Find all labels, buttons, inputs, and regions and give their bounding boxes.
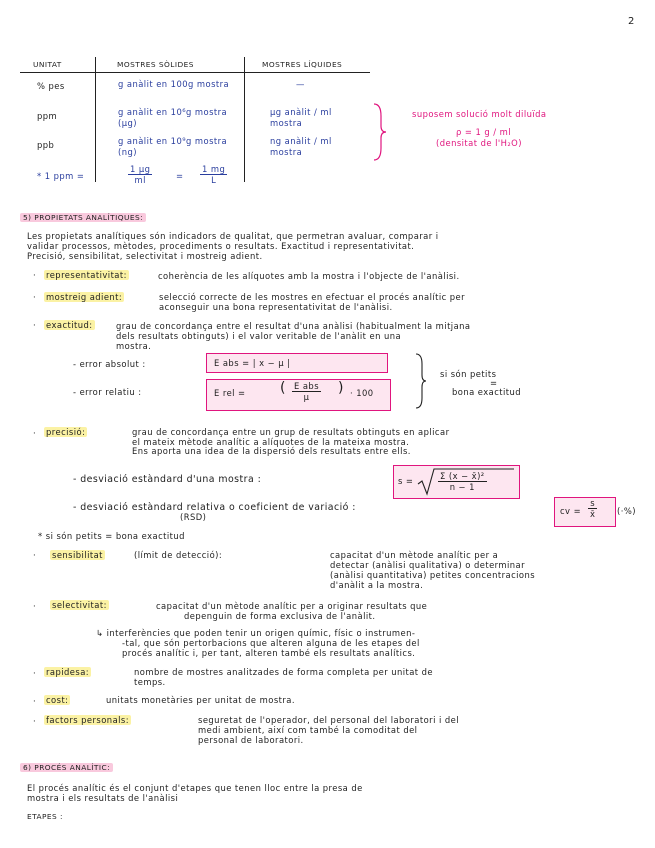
table-col-rule-2 xyxy=(244,57,245,182)
rsd-sub: (RSD) xyxy=(180,512,207,522)
sel-text-1: capacitat d'un mètode analític per a originar resultats que xyxy=(156,601,428,611)
err-rel-num: E abs xyxy=(294,381,320,391)
interf-text-3: procés analític i, per tant, alteren també els resultats analítics. xyxy=(122,648,416,658)
sens-text-4: d'anàlit a la mostra. xyxy=(330,580,424,590)
bullet-dot-icon: · xyxy=(33,292,37,302)
ppm-eq-frac1 xyxy=(128,164,152,185)
row-unit-ppm: ppm xyxy=(37,111,58,121)
section6-title: 6) PROCÉS ANALÍTIC: xyxy=(20,763,113,772)
cv-den: x̄ xyxy=(590,509,596,519)
err-abs-label: - error absolut : xyxy=(73,359,146,369)
bullet-dot-icon: · xyxy=(33,716,37,726)
rsd-label: - desviació estàndard relativa o coeficient de variació : xyxy=(73,502,356,513)
table-header-solid: MOSTRES SÒLIDES xyxy=(117,60,194,69)
desv-pre: s = xyxy=(398,476,414,486)
bullet-dot-icon: · xyxy=(33,320,37,330)
prec-text-3: Ens aporta una idea de la dispersió dels resultats entre ells. xyxy=(132,446,411,456)
sel-text-2: depenguin de forma exclusiva de l'anàlit. xyxy=(184,611,376,621)
desv-label: - desviació estàndard d'una mostra : xyxy=(73,474,262,485)
sens-paren: (límit de detecció): xyxy=(134,550,223,560)
row-solid-ppb: g anàlit en 10⁹g mostra (ng) xyxy=(118,136,228,157)
section6-text-2: mostra i els resultats de l'anàlisi xyxy=(27,793,179,803)
ppm-eq-frac2 xyxy=(200,164,227,185)
bullet-dot-icon: · xyxy=(33,428,37,438)
cv-post: (·%) xyxy=(617,506,636,516)
desv-frac xyxy=(438,471,487,492)
cv-num: s xyxy=(588,498,597,509)
fact-text-2: medi ambient, així com també la comoditat del xyxy=(198,725,418,735)
table-note-diluted: suposem solució molt diluïda xyxy=(412,109,547,119)
right-brace-icon xyxy=(414,352,428,410)
paren-right-icon: ) xyxy=(338,380,344,396)
prec-label: precisió: xyxy=(46,427,86,437)
row-unit-pes: % pes xyxy=(37,81,65,91)
sens-label: sensibilitat xyxy=(52,550,103,560)
err-rel-label: - error relatiu : xyxy=(73,387,142,397)
ppm-eq-f2-num: 1 mg xyxy=(202,164,226,174)
paren-left-icon: ( xyxy=(280,380,286,396)
section6-text-1: El procés analític és el conjunt d'etapes que tenen lloc entre la presa de xyxy=(27,783,363,793)
exac-text-1: grau de concordança entre el resultat d'una anàlisi (habitualment la mitjana xyxy=(116,321,471,331)
section5-intro-2: validar processos, mètodes, procediments o resultats. Exactitud i representativitat. xyxy=(27,241,415,251)
sel-label: selectivitat: xyxy=(52,600,107,610)
desv-num: Σ (x − x̄)² xyxy=(440,471,485,481)
sens-text-1: capacitat d'un mètode analític per a xyxy=(330,550,499,560)
interf-text-2: -tal, que són pertorbacions que alteren alguna de les etapes del xyxy=(122,638,420,648)
exac-text-2: dels resultats obtinguts) i el valor veritable de l'anàlit en una xyxy=(116,331,402,341)
bullet-dot-icon: · xyxy=(33,668,37,678)
most-label: mostreig adient: xyxy=(46,292,123,302)
row-liquid-ppm: μg anàlit / ml mostra xyxy=(270,107,332,128)
table-col-rule-1 xyxy=(95,57,96,182)
row-liquid-pes: — xyxy=(296,79,305,89)
sens-text-3: (anàlisi quantitativa) petites concentracions xyxy=(330,570,536,580)
err-rel-post: · 100 xyxy=(350,388,374,398)
brace-note-1: si són petits xyxy=(440,369,497,379)
fact-text-1: seguretat de l'operador, del personal del laboratori i del xyxy=(198,715,459,725)
section5-title: 5) PROPIETATS ANALÍTIQUES: xyxy=(20,213,146,222)
right-brace-icon xyxy=(372,102,388,162)
cv-frac xyxy=(588,498,597,519)
rap-text-2: temps. xyxy=(134,677,166,687)
table-note-water: (densitat de l'H₂O) xyxy=(436,138,522,148)
ppm-eq-lhs: * 1 ppm = xyxy=(37,171,85,181)
table-header-rule xyxy=(20,72,370,73)
exac-text-3: mostra. xyxy=(116,341,152,351)
repr-text: coherència de les alíquotes amb la mostra i l'objecte de l'anàlisi. xyxy=(158,271,460,281)
bullet-dot-icon: · xyxy=(33,550,37,560)
fact-text-3: personal de laboratori. xyxy=(198,735,304,745)
repr-label: representativitat: xyxy=(46,270,127,280)
cost-text: unitats monetàries per unitat de mostra. xyxy=(106,695,295,705)
section5-intro-1: Les propietats analítiques són indicadors de qualitat, que permetran avaluar, comparar i xyxy=(27,231,439,241)
table-note-density: ρ = 1 g / ml xyxy=(456,127,511,137)
row-solid-pes: g anàlit en 100g mostra xyxy=(118,79,230,89)
exac-label: exactitud: xyxy=(46,320,93,330)
cost-label: cost: xyxy=(46,695,69,705)
fact-label: factors personals: xyxy=(46,715,130,725)
err-rel-den: μ xyxy=(303,392,310,402)
page-number: 2 xyxy=(628,16,635,27)
rap-text-1: nombre de mostres analitzades de forma completa per unitat de xyxy=(134,667,434,677)
prec-text-1: grau de concordança entre un grup de resultats obtinguts en aplicar xyxy=(132,427,450,437)
sens-text-2: detectar (anàlisi qualitativa) o determinar xyxy=(330,560,526,570)
most-text-2: aconseguir una bona representativitat de l'anàlisi. xyxy=(159,302,393,312)
brace-note-2: bona exactitud xyxy=(452,387,522,397)
row-solid-ppm: g anàlit en 10⁶g mostra (μg) xyxy=(118,107,228,128)
bullet-dot-icon: · xyxy=(33,270,37,280)
table-header-unit: UNITAT xyxy=(33,60,62,69)
section5-intro-3: Precisió, sensibilitat, selectivitat i mostreig adient. xyxy=(27,251,263,261)
rap-label: rapidesa: xyxy=(46,667,90,677)
ppm-eq-equals: = xyxy=(176,171,184,181)
ppm-eq-f1-num: 1 μg xyxy=(130,164,151,174)
cv-pre: cv = xyxy=(560,506,582,516)
table-header-liquid: MOSTRES LÍQUIDES xyxy=(262,60,343,69)
err-rel-frac xyxy=(292,381,321,402)
bullet-dot-icon: · xyxy=(33,696,37,706)
interf-text-1: ↳ interferències que poden tenir un origen químic, físic o instrumen- xyxy=(96,628,416,638)
bullet-dot-icon: · xyxy=(33,601,37,611)
desv-den: n − 1 xyxy=(449,482,475,492)
row-unit-ppb: ppb xyxy=(37,140,55,150)
small-note: * si són petits = bona exactitud xyxy=(38,531,185,541)
err-abs-formula: E abs = | x − μ | xyxy=(214,358,291,368)
ppm-eq-f1-den: ml xyxy=(134,175,146,185)
ppm-eq-f2-den: L xyxy=(211,175,217,185)
prec-text-2: el mateix mètode analític a alíquotes de la mateixa mostra. xyxy=(132,437,410,447)
brace-note-eq: = xyxy=(490,378,498,388)
section6-etapes: ETAPES : xyxy=(27,812,63,821)
err-rel-pre: E rel = xyxy=(214,388,246,398)
most-text-1: selecció correcte de les mostres en efectuar el procés analític per xyxy=(159,292,466,302)
row-liquid-ppb: ng anàlit / ml mostra xyxy=(270,136,332,157)
